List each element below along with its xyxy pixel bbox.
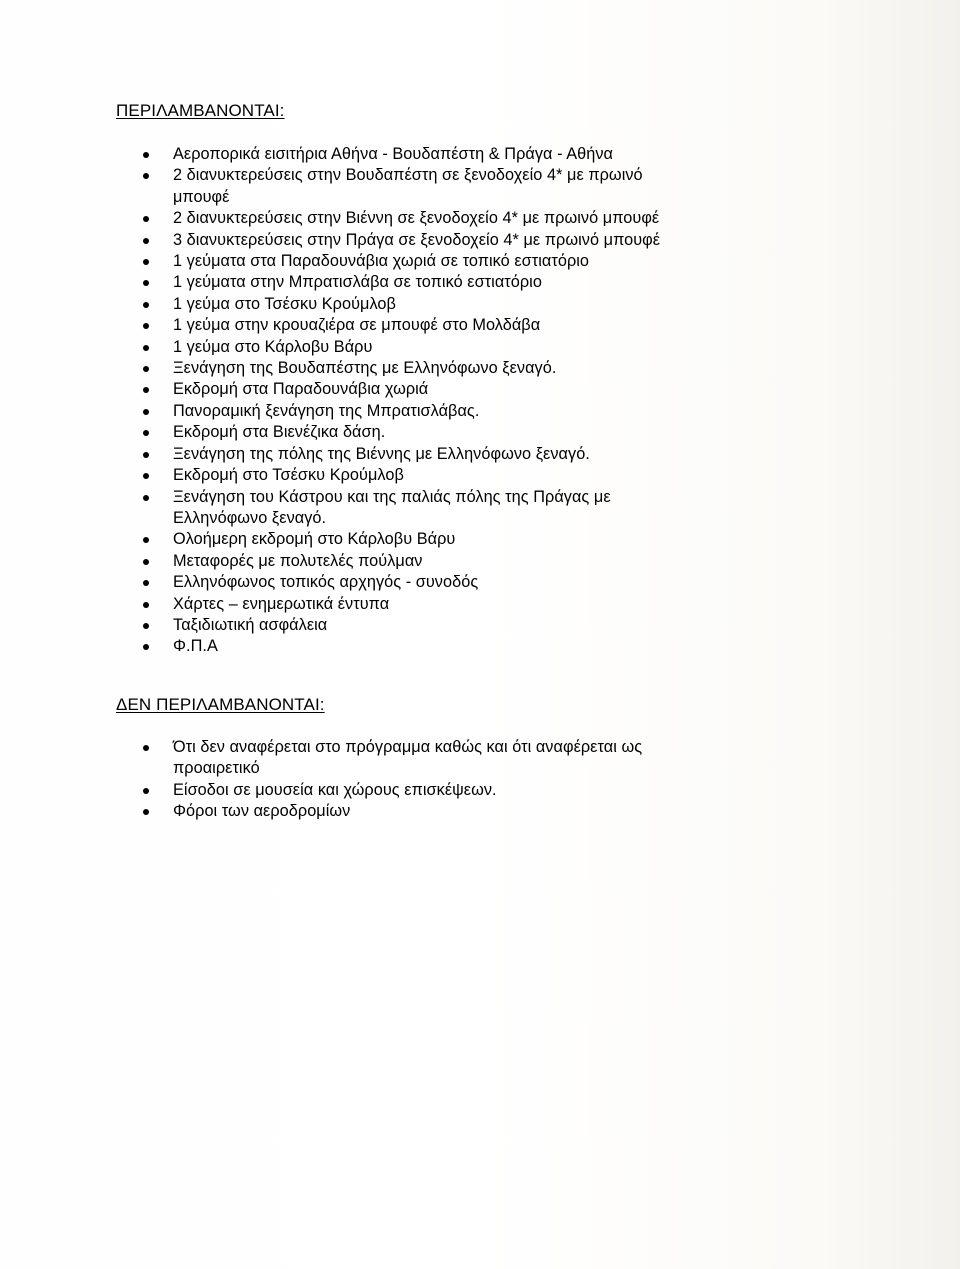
list-item	[0, 487, 683, 530]
list-item	[0, 144, 683, 165]
included-list	[0, 144, 960, 658]
list-item	[0, 737, 683, 780]
bullet-icon	[143, 238, 149, 244]
list-item	[0, 444, 683, 465]
list-item-text: Εκδρομή στα Παραδουνάβια χωριά	[173, 380, 429, 399]
list-item	[0, 594, 683, 615]
list-item	[0, 294, 683, 315]
list-item	[0, 780, 683, 801]
bullet-icon	[143, 323, 149, 329]
bullet-icon	[143, 745, 149, 751]
list-item-text: 2 διανυκτερεύσεις στην Βουδαπέστη σε ξενοδοχείο 4* με πρωινό μπουφέ	[173, 166, 643, 206]
list-item-text: Ελληνόφωνος τοπικός αρχηγός - συνοδός	[173, 573, 479, 592]
bullet-icon	[143, 788, 149, 794]
excluded-heading: ΔΕΝ ΠΕΡΙΛΑΜΒΑΝΟΝΤΑΙ:	[116, 695, 325, 714]
list-item	[0, 165, 683, 208]
list-item	[0, 572, 683, 593]
bullet-icon	[143, 366, 149, 372]
list-item	[0, 337, 683, 358]
bullet-icon	[143, 809, 149, 815]
excluded-list	[0, 737, 960, 823]
list-item-text: Εκδρομή στο Τσέσκυ Κρούμλοβ	[173, 466, 404, 485]
list-item	[0, 551, 683, 572]
bullet-icon	[143, 537, 149, 543]
list-item-text: 1 γεύμα στην κρουαζιέρα σε μπουφέ στο Μολδάβα	[173, 316, 541, 335]
bullet-icon	[143, 430, 149, 436]
list-item	[0, 615, 683, 636]
bullet-icon	[143, 409, 149, 415]
list-item	[0, 801, 683, 822]
list-item-text: 2 διανυκτερεύσεις στην Βιέννη σε ξενοδοχείο 4* με πρωινό μπουφέ	[173, 209, 660, 228]
included-heading: ΠΕΡΙΛΑΜΒΑΝΟΝΤΑΙ:	[116, 101, 285, 120]
list-item-text: Ταξιδιωτική ασφάλεια	[173, 615, 328, 634]
list-item-text: Είσοδοι σε μουσεία και χώρους επισκέψεων.	[173, 780, 497, 799]
list-item-text: 1 γεύμα στο Κάρλοβυ Βάρυ	[173, 337, 373, 356]
list-item-text: Πανοραμική ξενάγηση της Μπρατισλάβας.	[173, 401, 480, 420]
bullet-icon	[143, 302, 149, 308]
list-item-text: Ότι δεν αναφέρεται στο πρόγραμμα καθώς και ότι αναφέρεται ως προαιρετικό	[173, 738, 643, 778]
bullet-icon	[143, 216, 149, 222]
list-item	[0, 251, 683, 272]
bullet-icon	[143, 345, 149, 351]
bullet-icon	[143, 259, 149, 265]
list-item	[0, 401, 683, 422]
list-item	[0, 315, 683, 336]
list-item	[0, 208, 683, 229]
list-item-text: Εκδρομή στα Βιενέζικα δάση.	[173, 423, 386, 442]
bullet-icon	[143, 495, 149, 501]
list-item-text: Φόροι των αεροδρομίων	[173, 802, 351, 821]
list-item	[0, 272, 683, 293]
list-item	[0, 358, 683, 379]
list-item	[0, 379, 683, 400]
list-item-text: Ξενάγηση του Κάστρου και της παλιάς πόλης της Πράγας με Ελληνόφωνο ξεναγό.	[173, 487, 611, 527]
list-item-text: 1 γεύμα στο Τσέσκυ Κρούμλοβ	[173, 294, 396, 313]
list-item	[0, 465, 683, 486]
bullet-icon	[143, 644, 149, 650]
list-item-text: 3 διανυκτερεύσεις στην Πράγα σε ξενοδοχείο 4* με πρωινό μπουφέ	[173, 230, 661, 249]
list-item	[0, 636, 683, 657]
bullet-icon	[143, 473, 149, 479]
list-item-text: Ξενάγηση της πόλης της Βιέννης με Ελληνόφωνο ξεναγό.	[173, 444, 590, 463]
bullet-icon	[143, 280, 149, 286]
list-item-text: 1 γεύματα στην Μπρατισλάβα σε τοπικό εστιατόριο	[173, 273, 542, 292]
list-item-text: Χάρτες – ενημερωτικά έντυπα	[173, 594, 390, 613]
list-item-text: Ξενάγηση της Βουδαπέστης με Ελληνόφωνο ξεναγό.	[173, 359, 557, 378]
bullet-icon	[143, 623, 149, 629]
bullet-icon	[143, 387, 149, 393]
bullet-icon	[143, 559, 149, 565]
list-item-text: Μεταφορές με πολυτελές πούλμαν	[173, 551, 423, 570]
list-item	[0, 529, 683, 550]
bullet-icon	[143, 452, 149, 458]
list-item-text: 1 γεύματα στα Παραδουνάβια χωριά σε τοπικό εστιατόριο	[173, 252, 590, 271]
list-item-text: Ολοήμερη εκδρομή στο Κάρλοβυ Βάρυ	[173, 530, 456, 549]
bullet-icon	[143, 173, 149, 179]
bullet-icon	[143, 152, 149, 158]
list-item	[0, 230, 683, 251]
list-item-text: Αεροπορικά εισιτήρια Αθήνα - Βουδαπέστη & Πράγα - Αθήνα	[173, 145, 614, 163]
list-item-text: Φ.Π.Α	[173, 637, 218, 656]
bullet-icon	[143, 580, 149, 586]
bullet-icon	[143, 602, 149, 608]
list-item	[0, 422, 683, 443]
